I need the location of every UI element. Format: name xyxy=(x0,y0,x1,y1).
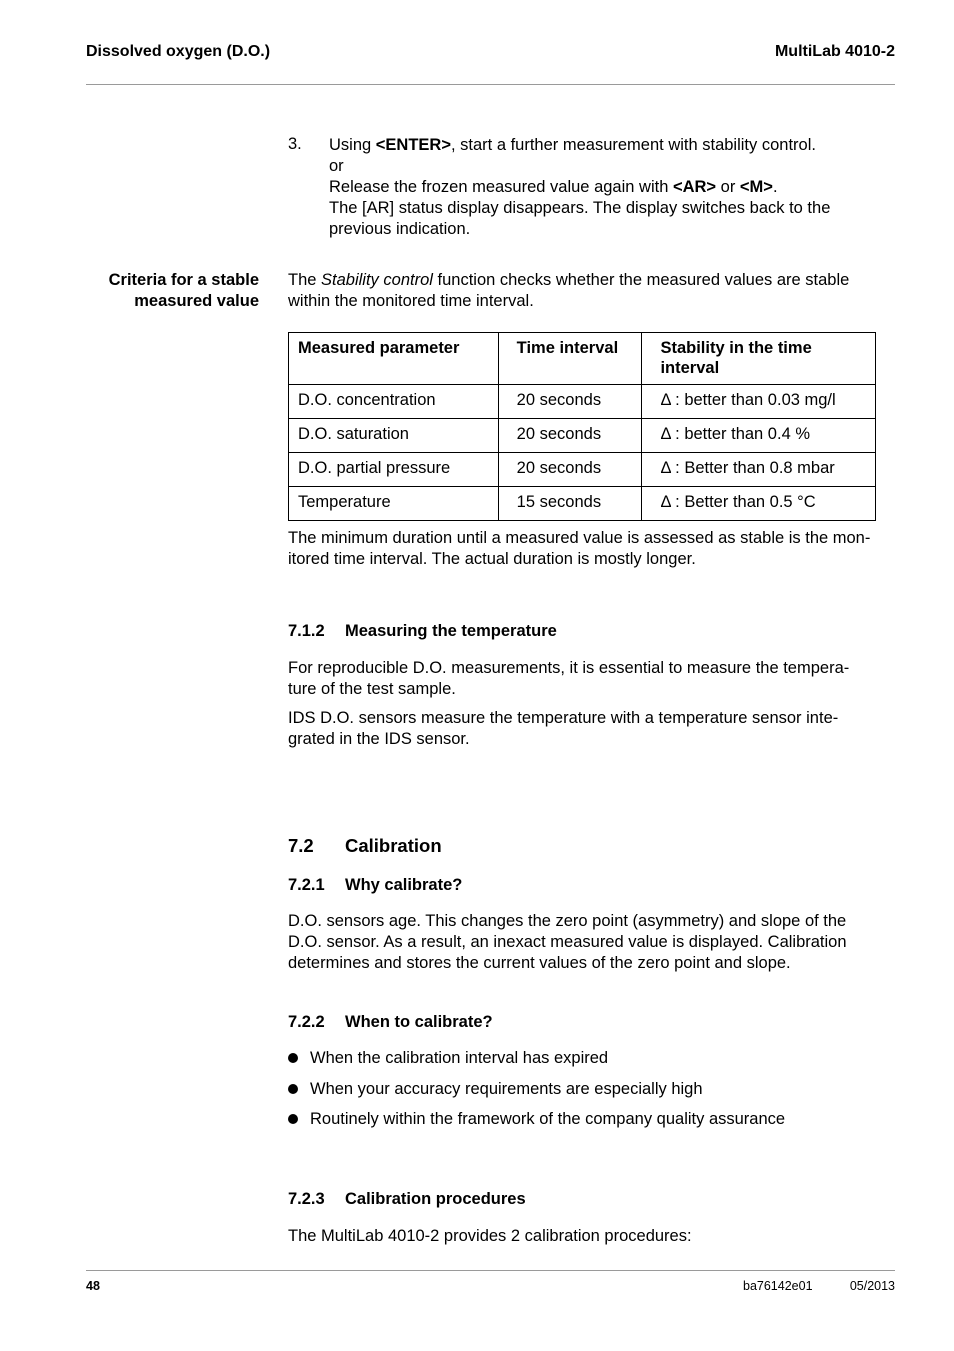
section-heading-7-2-3 xyxy=(288,1190,526,1209)
criteria-intro-line-2: within the monitored time interval. xyxy=(288,292,534,310)
table-cell: Δ : better than 0.03 mg/l xyxy=(642,385,876,419)
list-item-text: Routinely within the framework of the company quality assurance xyxy=(310,1110,786,1128)
section-heading-7-2-1 xyxy=(288,876,462,895)
paragraph-line: For reproducible D.O. measurements, it is essential to measure the tempera- xyxy=(288,659,850,677)
step-3-line-3-post: . xyxy=(772,178,778,196)
table-header-cell: Stability in the time interval xyxy=(642,333,876,385)
table-cell: Δ : Better than 0.5 °C xyxy=(642,487,876,521)
table-cell: Δ : better than 0.4 % xyxy=(642,419,876,453)
header-divider xyxy=(86,84,895,85)
criteria-intro-line-1 xyxy=(288,270,898,291)
section-title: When to calibrate? xyxy=(345,1013,493,1031)
stability-criteria-table xyxy=(288,332,876,521)
step-3-line-3 xyxy=(329,177,889,198)
step-3-or: or xyxy=(329,157,344,175)
paragraph-line: D.O. sensor. As a result, an inexact measured value is displayed. Calibration xyxy=(288,933,847,951)
table-cell: 15 seconds xyxy=(498,487,642,521)
step-number: 3. xyxy=(288,135,302,153)
bullet-icon xyxy=(288,1053,298,1063)
step-3-line-1 xyxy=(329,135,889,156)
table-row xyxy=(289,487,876,521)
temperature-paragraph-1 xyxy=(288,658,898,700)
stability-control-term: Stability control xyxy=(321,271,433,289)
header-product-name: MultiLab 4010-2 xyxy=(774,43,895,60)
bullet-icon xyxy=(288,1084,298,1094)
enter-key-label: <ENTER> xyxy=(375,136,451,154)
table-cell: 20 seconds xyxy=(498,419,642,453)
step-3-line-1-pre: Using xyxy=(329,136,376,154)
list-item-text: When your accuracy requirements are especially high xyxy=(310,1080,703,1098)
table-header-cell: Measured parameter xyxy=(289,333,499,385)
list-item xyxy=(288,1110,785,1129)
section-title: Calibration procedures xyxy=(345,1190,526,1208)
temperature-paragraph-2 xyxy=(288,708,898,750)
table-header-cell: Time interval xyxy=(498,333,642,385)
section-heading-7-2 xyxy=(288,835,442,857)
page-number: 48 xyxy=(86,1279,100,1293)
paragraph-line: ture of the test sample. xyxy=(288,680,456,698)
criteria-side-label xyxy=(86,270,259,312)
section-heading-7-1-2 xyxy=(288,622,557,641)
table-cell: D.O. partial pressure xyxy=(289,453,499,487)
criteria-side-label-line-1: Criteria for a stable xyxy=(108,271,259,289)
criteria-note xyxy=(288,528,903,570)
step-3-line-4: The [AR] status display disappears. The display switches back to the xyxy=(329,199,831,217)
criteria-side-label-line-2: measured value xyxy=(134,292,259,310)
paragraph-line: IDS D.O. sensors measure the temperature with a temperature sensor inte- xyxy=(288,709,839,727)
paragraph-line: D.O. sensors age. This changes the zero point (asymmetry) and slope of the xyxy=(288,912,847,930)
table-cell: 20 seconds xyxy=(498,453,642,487)
criteria-note-line-1: The minimum duration until a measured value is assessed as stable is the mon- xyxy=(288,529,871,547)
document-date: 05/2013 xyxy=(849,1279,895,1293)
table-header-row xyxy=(289,333,876,385)
section-number: 7.2.3 xyxy=(288,1190,325,1208)
footer-divider xyxy=(86,1270,895,1271)
step-3-line-5: previous indication. xyxy=(329,220,471,238)
paragraph-line: grated in the IDS sensor. xyxy=(288,730,470,748)
list-item xyxy=(288,1049,608,1068)
bullet-icon xyxy=(288,1114,298,1124)
section-number: 7.2.1 xyxy=(288,876,325,894)
step-3-line-3-mid: or xyxy=(716,178,740,196)
ar-key-label: <AR> xyxy=(672,178,717,196)
table-cell: 20 seconds xyxy=(498,385,642,419)
section-title: Calibration xyxy=(345,835,442,856)
table-row xyxy=(289,385,876,419)
table-cell: D.O. saturation xyxy=(289,419,499,453)
section-number: 7.2.2 xyxy=(288,1013,325,1031)
criteria-intro xyxy=(288,270,898,312)
table-row xyxy=(289,419,876,453)
table-cell: Temperature xyxy=(289,487,499,521)
document-id: ba76142e01 xyxy=(743,1279,813,1293)
criteria-intro-pre: The xyxy=(288,271,322,289)
section-heading-7-2-2 xyxy=(288,1013,493,1032)
table-cell: Δ : Better than 0.8 mbar xyxy=(642,453,876,487)
why-calibrate-paragraph xyxy=(288,911,898,974)
section-title: Measuring the temperature xyxy=(345,622,557,640)
paragraph-line: The MultiLab 4010-2 provides 2 calibration procedures: xyxy=(288,1227,692,1245)
criteria-intro-post: function checks whether the measured values are stable xyxy=(432,271,850,289)
paragraph-line: determines and stores the current values of the zero point and slope. xyxy=(288,954,791,972)
table-cell: D.O. concentration xyxy=(289,385,499,419)
section-number: 7.2 xyxy=(288,835,314,856)
header-section-title: Dissolved oxygen (D.O.) xyxy=(86,43,271,60)
step-3-line-1-post: , start a further measurement with stability control. xyxy=(450,136,816,154)
table-row xyxy=(289,453,876,487)
list-item xyxy=(288,1080,703,1099)
step-3-text xyxy=(329,135,889,240)
m-key-label: <M> xyxy=(739,178,773,196)
section-title: Why calibrate? xyxy=(345,876,463,894)
list-item-text: When the calibration interval has expired xyxy=(310,1049,609,1067)
section-number: 7.1.2 xyxy=(288,622,325,640)
criteria-note-line-2: itored time interval. The actual duration is mostly longer. xyxy=(288,550,696,568)
calibration-procedures-paragraph xyxy=(288,1226,898,1247)
step-3-line-3-pre: Release the frozen measured value again with xyxy=(329,178,673,196)
